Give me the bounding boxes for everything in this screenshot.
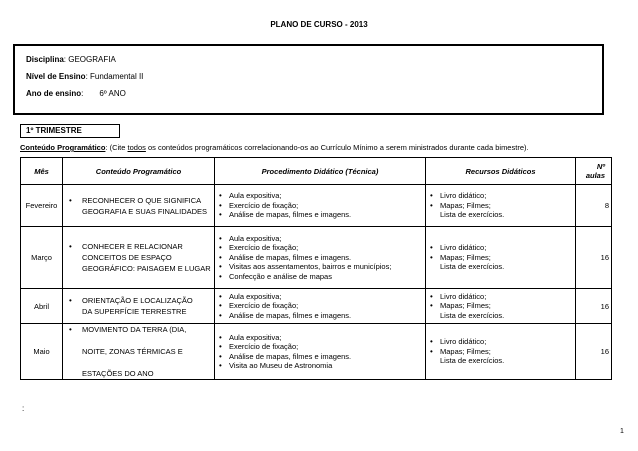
conteudo-list <box>65 241 212 274</box>
disciplina-line <box>26 55 116 64</box>
recursos-item: Lista de exercícios. <box>440 356 505 366</box>
procedimento-item: • Aula expositiva; <box>217 191 423 201</box>
conteudo-note-part1: : (Cite <box>105 143 128 152</box>
procedimento-item: • Aula expositiva; <box>217 234 423 244</box>
conteudo-item-line: • CONHECER E RELACIONAR <box>82 242 183 251</box>
conteudo-item-line: ESTAÇÕES DO ANO <box>82 369 154 378</box>
recursos-list <box>428 337 573 366</box>
procedimento-item: • Visitas aos assentamentos, bairros e municípios; <box>217 262 423 272</box>
table-row <box>21 185 612 227</box>
course-info-box <box>13 44 604 115</box>
conteudo-item <box>65 324 212 379</box>
procedimento-item: • Análise de mapas, filmes e imagens. <box>217 210 423 220</box>
procedimento-list <box>217 333 423 371</box>
recursos-list <box>428 243 573 272</box>
header-conteudo: Conteúdo Programático <box>63 158 215 185</box>
procedimento-item: • Análise de mapas, filmes e imagens. <box>217 352 423 362</box>
recursos-item: • Livro didático; <box>428 292 573 302</box>
nivel-label: Nível de Ensino <box>26 72 86 81</box>
recursos-item: • Livro didático; <box>428 243 573 253</box>
procedimento-item: • Exercício de fixação; <box>217 301 423 311</box>
disciplina-label: Disciplina <box>26 55 64 64</box>
cell-recursos <box>426 227 576 289</box>
recursos-item: Lista de exercícios. <box>440 310 505 320</box>
recursos-item: Lista de exercícios. <box>440 262 505 272</box>
recursos-item: • Livro didático; <box>428 191 573 201</box>
cell-procedimento <box>215 185 426 227</box>
conteudo-item-line: GEOGRÁFICO: PAISAGEM E LUGAR <box>82 264 211 273</box>
procedimento-item: • Confecção e análise de mapas <box>217 272 423 282</box>
header-mes: Mês <box>21 158 63 185</box>
procedimento-item: • Exercício de fixação; <box>217 201 423 211</box>
recursos-item: Lista de exercícios. <box>440 210 505 220</box>
procedimento-list <box>217 234 423 282</box>
page-title: PLANO DE CURSO - 2013 <box>270 20 368 29</box>
table-header-row <box>21 158 612 185</box>
conteudo-item-line <box>82 357 212 368</box>
table-row <box>21 227 612 289</box>
disciplina-value: : GEOGRAFIA <box>63 55 116 64</box>
cell-conteudo <box>63 324 215 380</box>
recursos-item: • Mapas; Filmes; <box>428 201 573 211</box>
ano-separator: : <box>81 89 84 98</box>
header-aulas <box>576 158 612 185</box>
table-row <box>21 289 612 324</box>
conteudo-note-part2: os conteúdos programáticos correlacionando-os ao Currículo Mínimo a serem ministrados durante cada bimestre). <box>145 143 529 152</box>
cell-recursos <box>426 185 576 227</box>
conteudo-item <box>65 295 212 317</box>
procedimento-item: • Análise de mapas, filmes e imagens. <box>217 311 423 321</box>
ano-value: 6º ANO <box>99 89 126 98</box>
cell-mes: Maio <box>21 324 63 380</box>
course-plan-table <box>20 157 612 380</box>
header-recursos: Recursos Didáticos <box>426 158 576 185</box>
procedimento-item: • Análise de mapas, filmes e imagens. <box>217 253 423 263</box>
procedimento-item: • Exercício de fixação; <box>217 243 423 253</box>
conteudo-item-line: • RECONHECER O QUE SIGNIFICA <box>82 195 202 205</box>
procedimento-list <box>217 292 423 321</box>
cell-conteudo <box>63 289 215 324</box>
cell-conteudo <box>63 185 215 227</box>
cell-aulas: 16 <box>576 227 612 289</box>
conteudo-item-line: GEOGRAFIA E SUAS FINALIDADES <box>82 206 208 216</box>
trailing-colon: : <box>22 404 25 413</box>
nivel-value: : Fundamental II <box>85 72 144 81</box>
trimestre-box: 1º TRIMESTRE <box>20 124 120 138</box>
conteudo-item-line: NOITE, ZONAS TÉRMICAS E <box>82 347 183 356</box>
conteudo-note-underlined: todos <box>127 143 146 152</box>
recursos-item: • Livro didático; <box>428 337 573 347</box>
procedimento-item: • Visita ao Museu de Astronomia <box>217 361 423 371</box>
conteudo-list <box>65 324 212 379</box>
ano-line <box>26 89 126 98</box>
procedimento-list <box>217 191 423 220</box>
cell-recursos <box>426 324 576 380</box>
conteudo-item-line: CONCEITOS DE ESPAÇO <box>82 253 172 262</box>
procedimento-item: • Exercício de fixação; <box>217 342 423 352</box>
table-row <box>21 324 612 380</box>
conteudo-item-line: DA SUPERFÍCIE TERRESTRE <box>82 307 187 316</box>
recursos-item: • Mapas; Filmes; <box>428 347 573 357</box>
ano-label: Ano de ensino <box>26 89 82 98</box>
conteudo-list <box>65 195 212 217</box>
nivel-line <box>26 72 143 81</box>
conteudo-item-line <box>82 335 212 346</box>
cell-procedimento <box>215 227 426 289</box>
cell-recursos <box>426 289 576 324</box>
conteudo-note <box>20 143 529 152</box>
conteudo-list <box>65 295 212 317</box>
recursos-item: • Mapas; Filmes; <box>428 301 573 311</box>
conteudo-item-line: • ORIENTAÇÃO E LOCALIZAÇÃO <box>82 296 193 305</box>
cell-procedimento <box>215 289 426 324</box>
cell-mes: Março <box>21 227 63 289</box>
conteudo-note-label: Conteúdo Programático <box>20 143 106 152</box>
header-aulas-line1: Nº <box>596 162 605 171</box>
procedimento-item: • Aula expositiva; <box>217 292 423 302</box>
cell-aulas: 16 <box>576 324 612 380</box>
recursos-item: • Mapas; Filmes; <box>428 253 573 263</box>
conteudo-item <box>65 241 212 274</box>
cell-aulas: 8 <box>576 185 612 227</box>
procedimento-item: • Aula expositiva; <box>217 333 423 343</box>
cell-mes: Fevereiro <box>21 185 63 227</box>
page-number: 1 <box>620 428 624 435</box>
conteudo-item <box>65 195 212 217</box>
cell-procedimento <box>215 324 426 380</box>
recursos-list <box>428 292 573 321</box>
cell-mes: Abril <box>21 289 63 324</box>
cell-aulas: 16 <box>576 289 612 324</box>
conteudo-item-line: • MOVIMENTO DA TERRA (DIA, <box>82 325 187 334</box>
recursos-list <box>428 191 573 220</box>
header-aulas-line2: aulas <box>585 171 605 180</box>
cell-conteudo <box>63 227 215 289</box>
header-procedimento: Procedimento Didático (Técnica) <box>215 158 426 185</box>
